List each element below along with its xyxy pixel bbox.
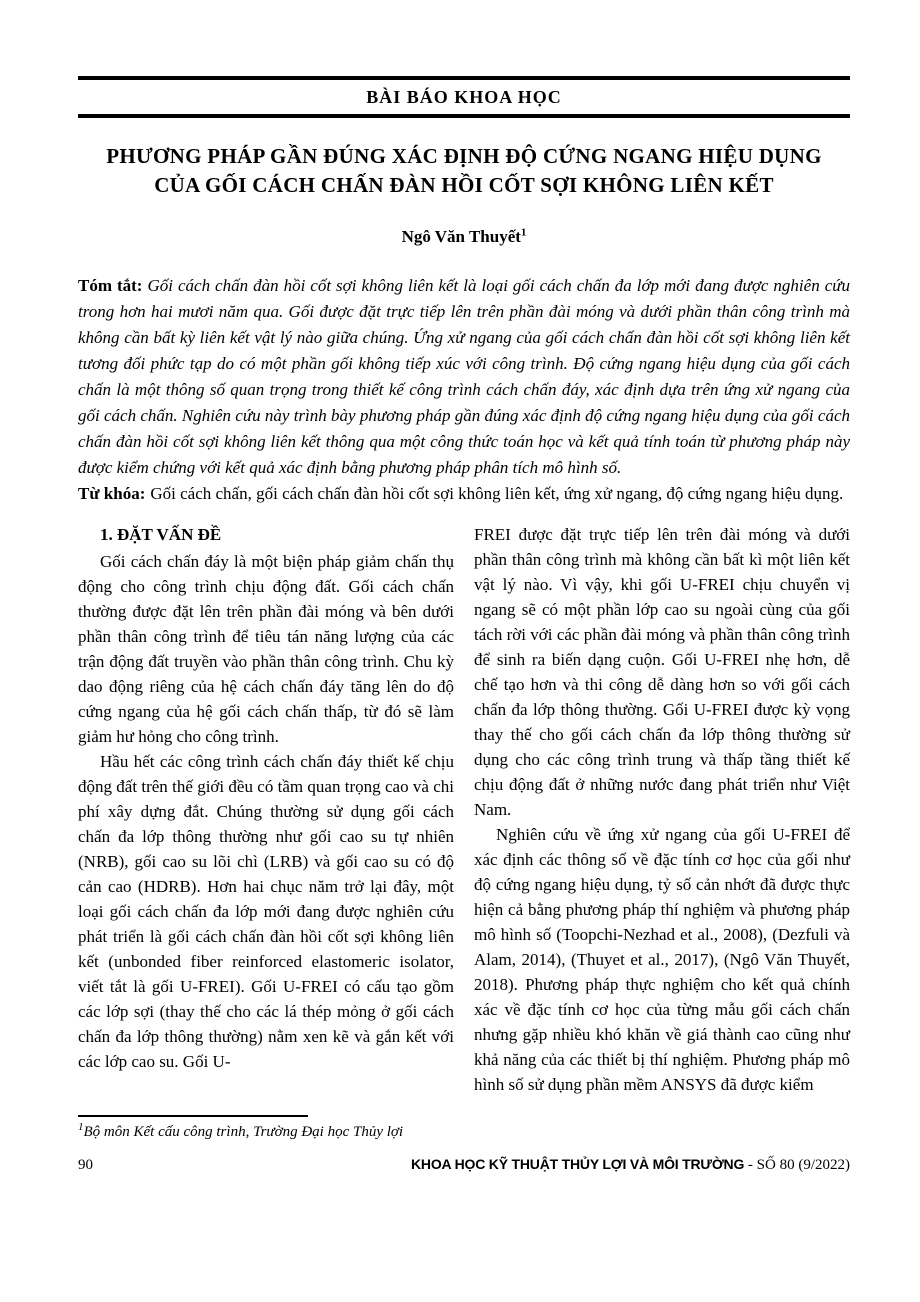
journal-title: KHOA HỌC KỸ THUẬT THỦY LỢI VÀ MÔI TRƯỜNG	[411, 1156, 745, 1172]
body-columns	[78, 522, 850, 1142]
footnote-marker: 1	[78, 1121, 84, 1133]
right-column	[474, 522, 850, 1142]
page-footer	[78, 1156, 850, 1174]
footnote	[78, 1105, 454, 1142]
abstract-paragraph	[78, 273, 850, 481]
journal-issue: - SỐ 80 (9/2022)	[744, 1157, 850, 1173]
keywords-label: Từ khóa:	[78, 484, 146, 503]
journal-title-line	[411, 1156, 850, 1174]
author-line	[78, 226, 850, 247]
keywords-paragraph	[78, 481, 850, 507]
footnote-text	[78, 1122, 454, 1142]
right-column-paragraph-1: FREI được đặt trực tiếp lên trên đài móng và dưới phần thân công trình mà không cần bất kì một liên kết vật lý nào. Vì vậy, khi gối U-FREI chịu chuyển vị ngang sẽ có một phần lớp cao su ngoài cùng của gối tách rời với các phần đài móng và phần thân công trình để sinh ra biến dạng cuộn. Gối U-FREI nhẹ hơn, dễ chế tạo hơn và thi công dễ dàng hơn so với gối cách chấn đa lớp thông thường. Gối U-FREI được kỳ vọng thay thế cho gối cách chấn đa lớp thông thường sử dụng cho các công trình trung và thấp tầng thiết kế chịu động đất ở những nước đang phát triển như Việt Nam.	[474, 525, 850, 819]
author-name: Ngô Văn Thuyết	[401, 227, 521, 246]
abstract-label: Tóm tắt:	[78, 276, 143, 295]
page-number: 90	[78, 1157, 93, 1173]
keywords-text: Gối cách chấn, gối cách chấn đàn hồi cốt sợi không liên kết, ứng xử ngang, độ cứng ngang hiệu dụng.	[150, 484, 844, 503]
left-column	[78, 522, 454, 1142]
abstract-text: Gối cách chấn đàn hồi cốt sợi không liên kết là loại gối cách chấn đa lớp mới đang được nghiên cứu trong hơn hai mươi năm qua. Gối được đặt trực tiếp lên trên phần đài móng và dưới phần thân công trình mà không cần bất kỳ liên kết vật lý nào giữa chúng. Ứng xử ngang của gối cách chấn đàn hồi cốt sợi không liên kết tương đối phức tạp do có một phần gối không tiếp xúc với công trình. Độ cứng ngang hiệu dụng của gối cách chấn là một thông số quan trọng trong thiết kế công trình cách chấn đáy, xác định dựa trên ứng xử ngang của gối cách chấn. Nghiên cứu này trình bày phương pháp gần đúng xác định độ cứng ngang hiệu dụng của gối cách chấn đàn hồi cốt sợi không liên kết thông qua một công thức toán học và kết quả tính toán từ phương pháp này được kiểm chứng với kết quả xác định bằng phương pháp phân tích mô hình số.	[78, 276, 851, 477]
left-column-paragraph-1: Gối cách chấn đáy là một biện pháp giảm chấn thụ động cho công trình chịu động đất. Gối cách chấn thường được đặt lên trên phần đài móng và bên dưới phần thân công trình để tiêu tán năng lượng của các trận động đất truyền vào phần thân công trình. Chu kỳ dao động riêng của hệ cách chấn đáy tăng lên do độ cứng ngang của hệ gối cách chấn thấp, từ đó sẽ làm giảm hư hỏng cho công trình.	[78, 552, 454, 746]
article-title-line-1: PHƯƠNG PHÁP GẦN ĐÚNG XÁC ĐỊNH ĐỘ CỨNG NGANG HIỆU DỤNG	[106, 144, 822, 168]
author-footnote-marker: 1	[520, 226, 527, 239]
footnote-body: Bộ môn Kết cấu công trình, Trường Đại học Thủy lợi	[83, 1124, 404, 1140]
left-column-paragraph-2: Hầu hết các công trình cách chấn đáy thiết kế chịu động đất trên thế giới đều có tầm quan trọng cao và chi phí xây dựng đắt. Chúng thường sử dụng gối cách chấn đa lớp thông thường như gối cao su tự nhiên (NRB), gối cao su lõi chì (LRB) và gối cao su có độ cản cao (HDRB). Hơn hai chục năm trở lại đây, một loại gối cách chấn đa lớp mới đang được nghiên cứu phát triển là gối cách chấn đàn hồi cốt sợi không liên kết (unbonded fiber reinforced elastomeric isolator, viết tắt là gối U-FREI). Gối U-FREI có cấu tạo gồm các lớp sợi (thay thế cho các lá thép mỏng ở gối cách chấn đa lớp thông thường) nằm xen kẽ và gắn kết với các lớp cao su. Gối U-	[78, 752, 454, 1071]
right-column-paragraph-2: Nghiên cứu về ứng xử ngang của gối U-FREI để xác định các thông số về đặc tính cơ học của gối như độ cứng ngang hiệu dụng, tỷ số cản nhớt đã được thực hiện cả bằng phương pháp thí nghiệm và phương pháp mô hình số (Toopchi-Nezhad et al., 2008), (Dezfuli và Alam, 2014), (Thuyet et al., 2017), (Ngô Văn Thuyết, 2018). Phương pháp thực nghiệm cho kết quả chính xác về đặc tính cơ học của từng mẫu gối cách chấn nhưng gặp nhiều khó khăn về giá thành cao cũng như khả năng của các thiết bị thí nghiệm. Phương pháp mô hình số sử dụng phần mềm ANSYS đã được kiểm	[474, 825, 850, 1094]
article-title	[78, 142, 850, 200]
header-band-label: BÀI BÁO KHOA HỌC	[366, 87, 562, 107]
header-rule-bottom	[78, 114, 850, 118]
section-1-heading: 1. ĐẶT VẤN ĐỀ	[100, 525, 222, 544]
article-title-line-2: CỦA GỐI CÁCH CHẤN ĐÀN HỒI CỐT SỢI KHÔNG LIÊN KẾT	[154, 173, 774, 197]
footnote-rule	[78, 1115, 308, 1117]
